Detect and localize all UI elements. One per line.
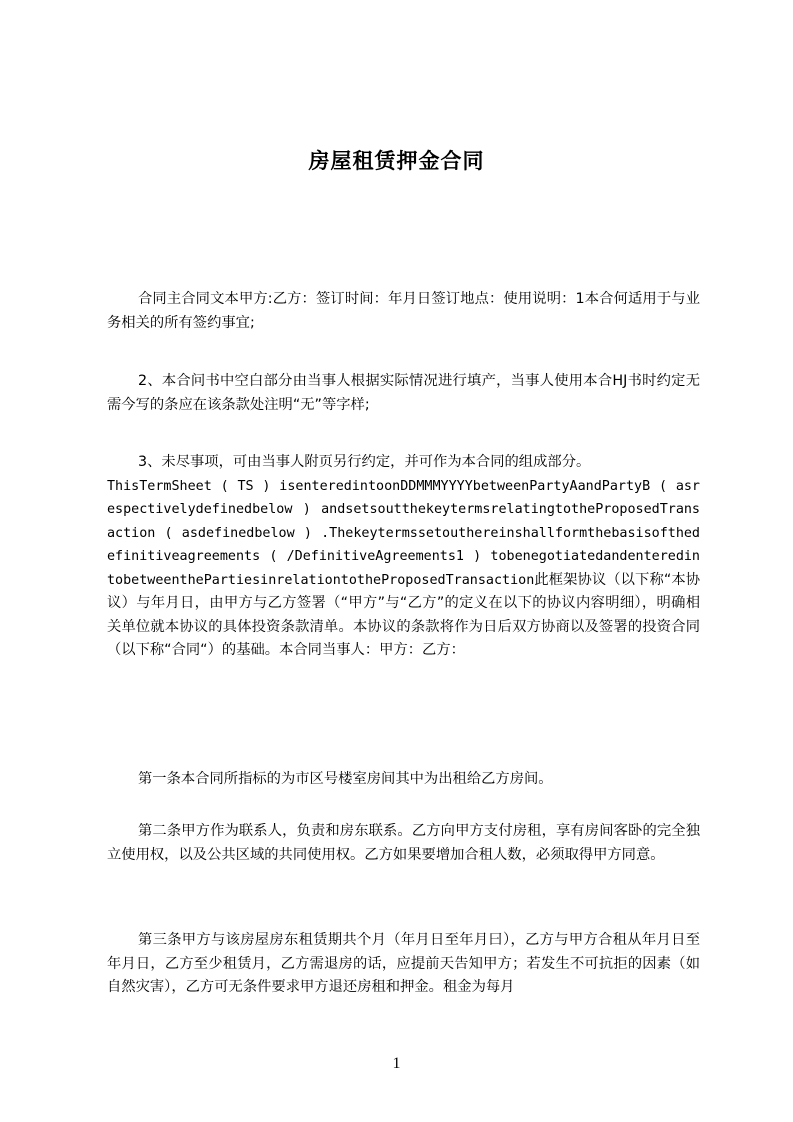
paragraph-article-3: 第三条甲方与该房屋房东租赁期共个月（年月日至年月曰），乙方与甲方合租从年月日至年月日，乙方至少租赁月，乙方需退房的话，应提前天告知甲方；若发生不可抗拒的因素（如自然灾害），乙方可无条件要求甲方退还房租和押金。租金为每月 bbox=[107, 932, 700, 995]
paragraph-usage-note-3-block bbox=[107, 451, 700, 663]
paragraph-usage-note-3: 3、未尽事项，可由当事人附页另行约定，并可作为本合同的组成部分。 bbox=[138, 454, 591, 470]
paragraph-framework-agreement: 此框架协议（以下称“本协议）与年月日，由甲方与乙方签署（“甲方”与“乙方”的定义在以下的协议内容明细），明确相关单位就本协议的具体投资条款清单。本协议的条款将作为日后双方协商以及签署的投资合同（以下称“合同“）的基础。本合同当事人：甲方：乙方： bbox=[107, 571, 700, 658]
page-number: 1 bbox=[392, 1055, 401, 1072]
paragraph-usage-note-2: 2、本合问书中空白部分由当事人根据实际情况进行填产，当事人使用本合HJ书时约定无需今写的条应在该条款处注明“无”等字样; bbox=[107, 373, 700, 413]
paragraph-article-2: 第二条甲方作为联系人，负责和房东联系。乙方向甲方支付房租，享有房间客卧的完全独立使用权，以及公共区域的共同使用权。乙方如果要增加合租人数，必须取得甲方同意。 bbox=[107, 823, 700, 863]
paragraph-term-sheet-english: ThisTermSheet ( TS ) isenteredintoonDDMMMYYYYbetweenPartyAandPartyB ( asrespectivelydefinedbelow ) andsetsoutthekeytermsrelatingtotheProposedTransaction ( asdefinedbelow ) .Thekeytermssetouthereinshallformthebasisofthedefinitiveagreements ( /DefinitiveAgreements1 ) tobenegotiatedandenteredintobetweenthePartiesinrelationtotheProposedTransaction bbox=[107, 478, 700, 588]
paragraph-usage-note-1: 合同主合同文本甲方:乙方：签订时间：年月日签订地点：使用说明：1本合何适用于与业务相关的所有签约事宜; bbox=[107, 291, 700, 331]
paragraph-article-1: 第一条本合同所指标的为市区号楼室房间其中为出租给乙方房间。 bbox=[138, 771, 553, 787]
document-title: 房屋租赁押金合同 bbox=[308, 149, 485, 173]
